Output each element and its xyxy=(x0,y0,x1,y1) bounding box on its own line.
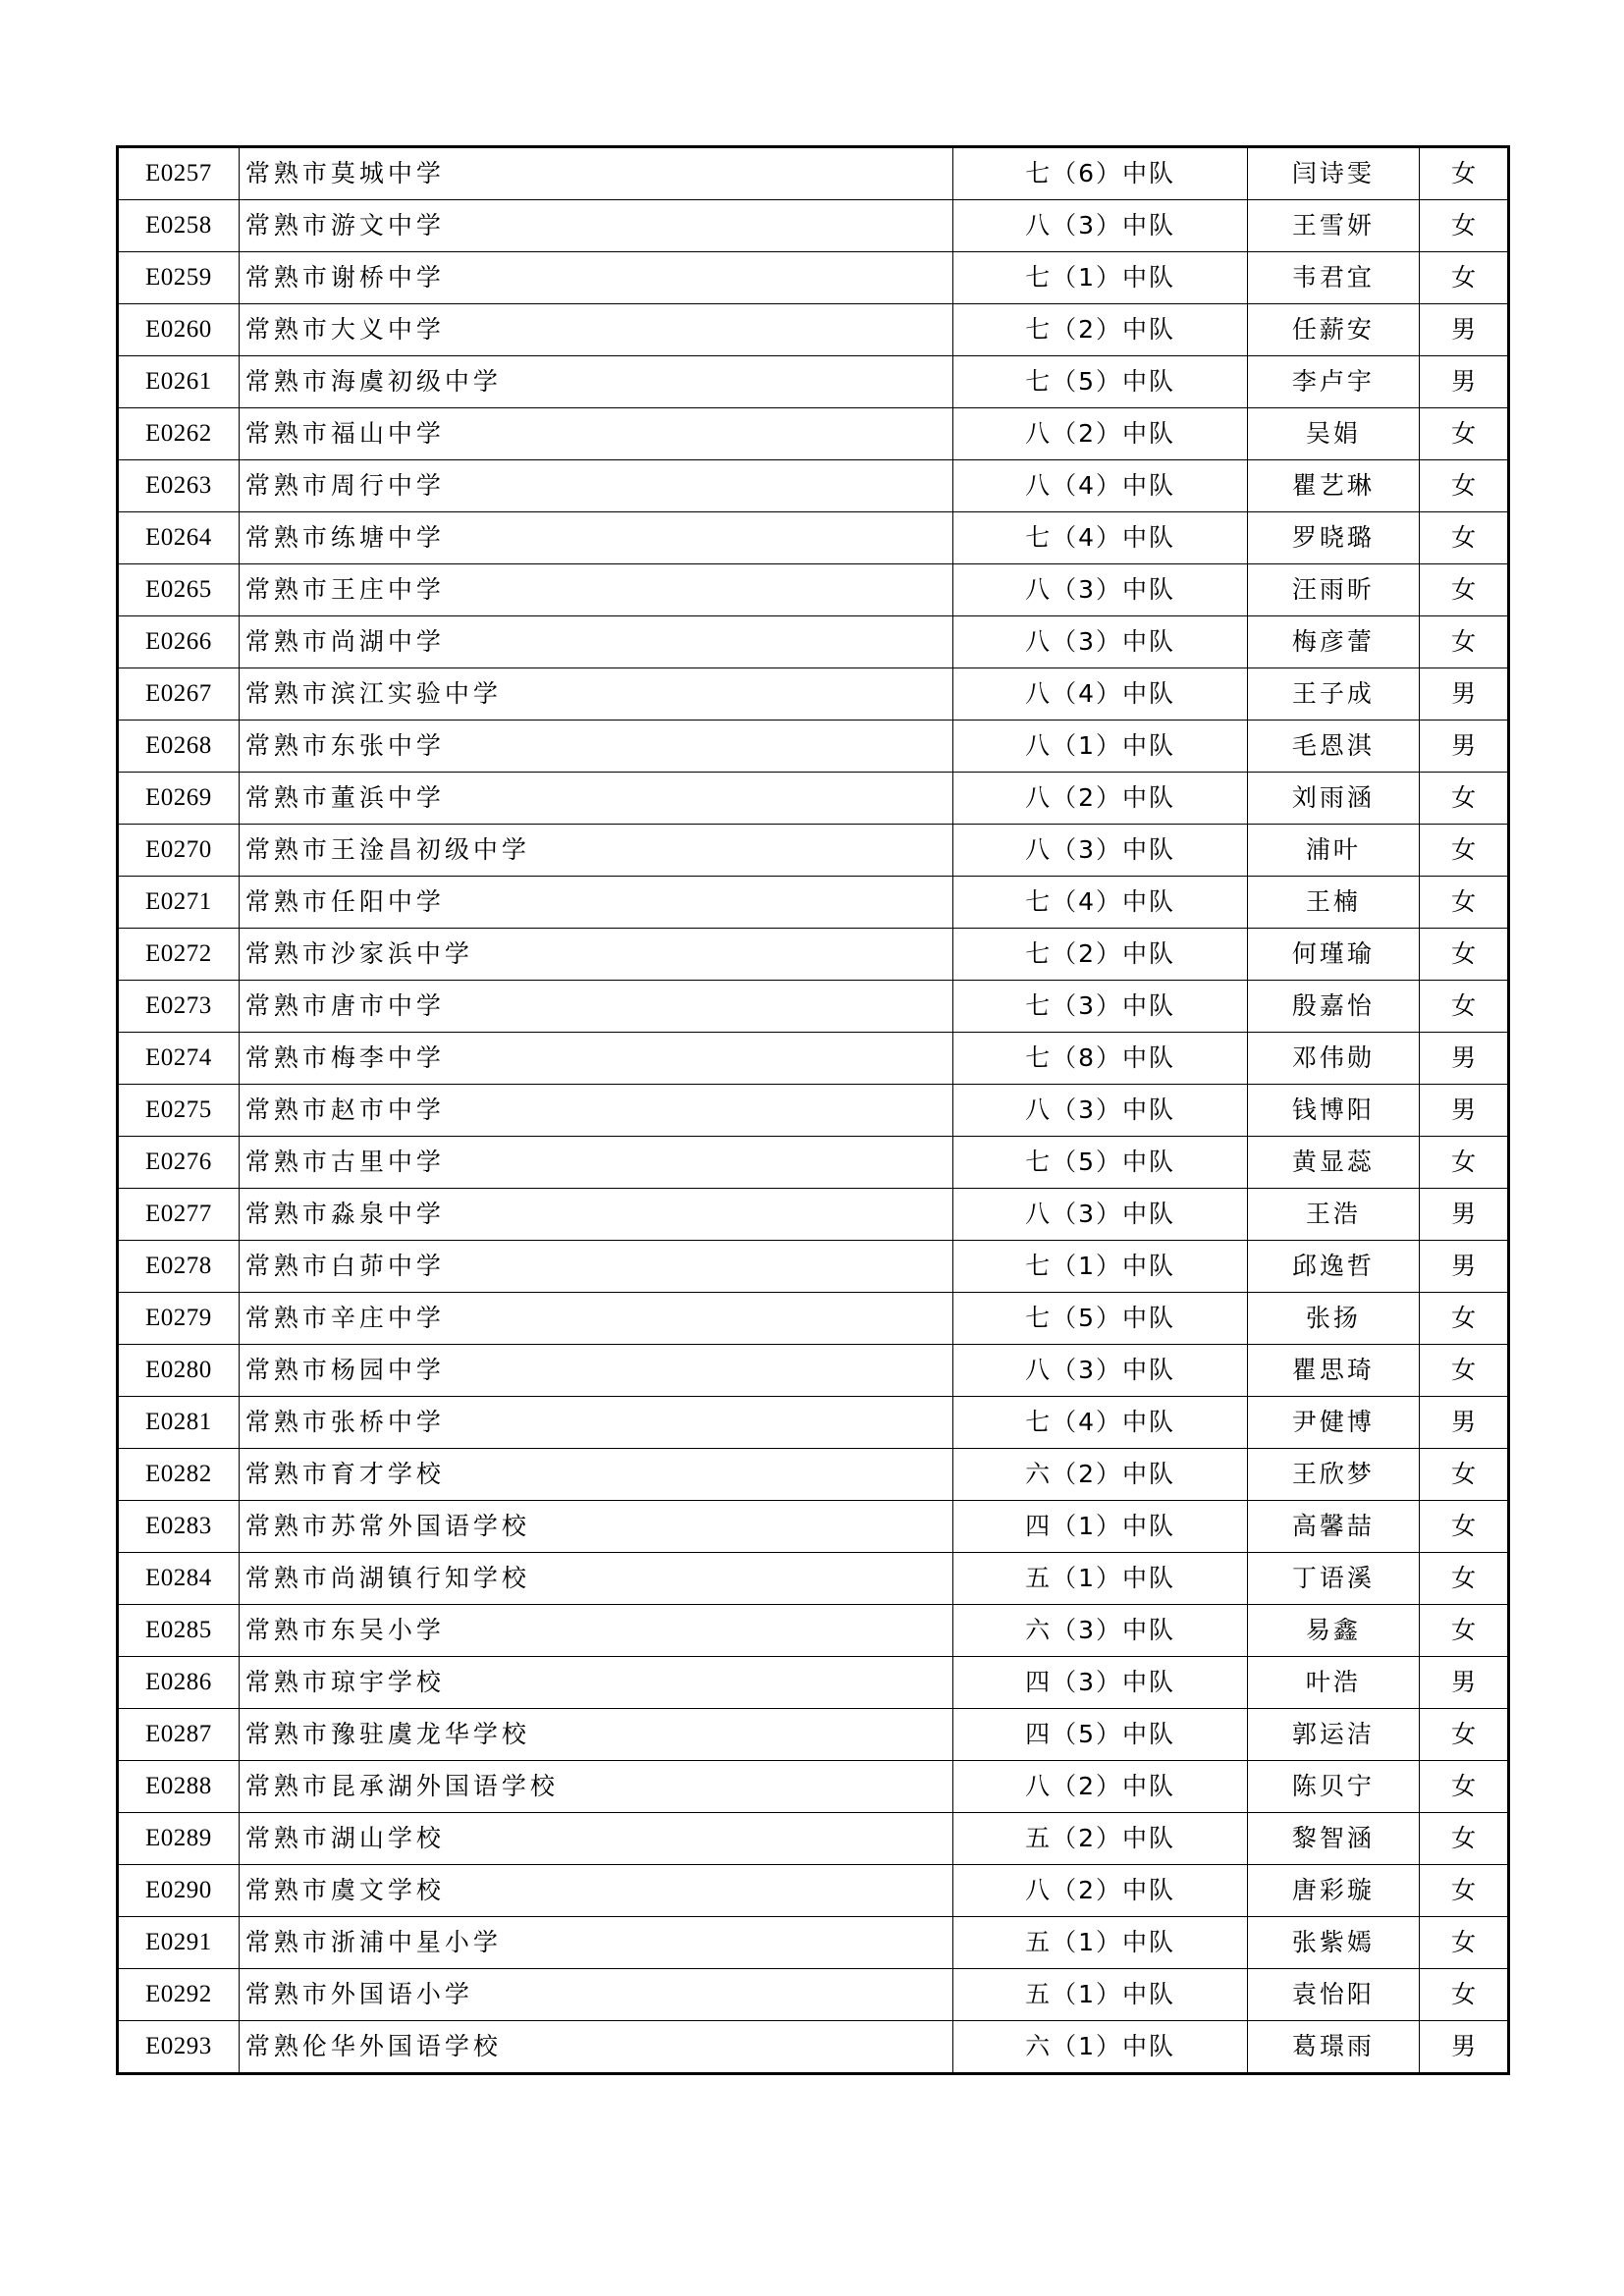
cell-class-name: 八（3）中队 xyxy=(953,1345,1247,1397)
cell-class-name: 八（3）中队 xyxy=(953,1085,1247,1137)
table-row xyxy=(118,616,1509,668)
cell-class-name: 七（5）中队 xyxy=(953,1137,1247,1189)
cell-class-name: 八（2）中队 xyxy=(953,408,1247,460)
cell-student-id: E0278 xyxy=(118,1241,240,1293)
cell-school-name: 常熟市淼泉中学 xyxy=(239,1189,953,1241)
table-row xyxy=(118,512,1509,564)
cell-school-name: 常熟市赵市中学 xyxy=(239,1085,953,1137)
cell-class-name: 六（3）中队 xyxy=(953,1605,1247,1657)
cell-class-name: 五（2）中队 xyxy=(953,1813,1247,1865)
cell-gender: 女 xyxy=(1420,1293,1509,1345)
cell-gender: 女 xyxy=(1420,1761,1509,1813)
cell-student-name: 闫诗雯 xyxy=(1247,147,1419,200)
cell-student-id: E0292 xyxy=(118,1969,240,2021)
cell-student-id: E0283 xyxy=(118,1501,240,1553)
cell-school-name: 常熟市周行中学 xyxy=(239,460,953,512)
cell-class-name: 四（5）中队 xyxy=(953,1709,1247,1761)
cell-class-name: 七（4）中队 xyxy=(953,512,1247,564)
cell-student-name: 任薪安 xyxy=(1247,304,1419,356)
table-row xyxy=(118,1605,1509,1657)
table-row xyxy=(118,1189,1509,1241)
cell-student-id: E0289 xyxy=(118,1813,240,1865)
cell-gender: 女 xyxy=(1420,1813,1509,1865)
table-row xyxy=(118,252,1509,304)
cell-student-id: E0284 xyxy=(118,1553,240,1605)
cell-student-id: E0262 xyxy=(118,408,240,460)
cell-school-name: 常熟市游文中学 xyxy=(239,200,953,252)
roster-table-body xyxy=(118,147,1509,2074)
table-row xyxy=(118,564,1509,616)
cell-student-id: E0272 xyxy=(118,929,240,981)
table-row xyxy=(118,1137,1509,1189)
cell-class-name: 五（1）中队 xyxy=(953,1917,1247,1969)
cell-class-name: 八（3）中队 xyxy=(953,1189,1247,1241)
cell-school-name: 常熟市沙家浜中学 xyxy=(239,929,953,981)
table-row xyxy=(118,1449,1509,1501)
cell-student-name: 刘雨涵 xyxy=(1247,773,1419,825)
table-row xyxy=(118,1865,1509,1917)
cell-school-name: 常熟市大义中学 xyxy=(239,304,953,356)
cell-gender: 女 xyxy=(1420,147,1509,200)
cell-class-name: 七（4）中队 xyxy=(953,877,1247,929)
cell-gender: 男 xyxy=(1420,2021,1509,2074)
cell-gender: 女 xyxy=(1420,929,1509,981)
cell-school-name: 常熟市尚湖镇行知学校 xyxy=(239,1553,953,1605)
table-row xyxy=(118,721,1509,773)
cell-school-name: 常熟市琼宇学校 xyxy=(239,1657,953,1709)
cell-school-name: 常熟市浙浦中星小学 xyxy=(239,1917,953,1969)
table-row xyxy=(118,1241,1509,1293)
cell-gender: 女 xyxy=(1420,1865,1509,1917)
cell-class-name: 五（1）中队 xyxy=(953,1969,1247,2021)
table-row xyxy=(118,460,1509,512)
cell-student-name: 丁语溪 xyxy=(1247,1553,1419,1605)
cell-student-name: 黄显蕊 xyxy=(1247,1137,1419,1189)
cell-gender: 女 xyxy=(1420,1709,1509,1761)
cell-school-name: 常熟伦华外国语学校 xyxy=(239,2021,953,2074)
cell-school-name: 常熟市白茆中学 xyxy=(239,1241,953,1293)
cell-school-name: 常熟市育才学校 xyxy=(239,1449,953,1501)
cell-student-id: E0282 xyxy=(118,1449,240,1501)
cell-gender: 男 xyxy=(1420,1397,1509,1449)
cell-student-name: 何瑾瑜 xyxy=(1247,929,1419,981)
cell-student-id: E0259 xyxy=(118,252,240,304)
cell-gender: 男 xyxy=(1420,304,1509,356)
cell-student-name: 瞿思琦 xyxy=(1247,1345,1419,1397)
cell-student-id: E0276 xyxy=(118,1137,240,1189)
table-row xyxy=(118,1813,1509,1865)
cell-student-name: 浦叶 xyxy=(1247,825,1419,877)
cell-student-id: E0273 xyxy=(118,981,240,1033)
cell-student-name: 王子成 xyxy=(1247,668,1419,721)
cell-student-id: E0267 xyxy=(118,668,240,721)
cell-gender: 女 xyxy=(1420,1969,1509,2021)
cell-class-name: 七（1）中队 xyxy=(953,1241,1247,1293)
table-row xyxy=(118,1085,1509,1137)
cell-student-id: E0288 xyxy=(118,1761,240,1813)
cell-student-id: E0258 xyxy=(118,200,240,252)
table-row xyxy=(118,408,1509,460)
cell-student-name: 叶浩 xyxy=(1247,1657,1419,1709)
cell-student-id: E0281 xyxy=(118,1397,240,1449)
cell-student-name: 袁怡阳 xyxy=(1247,1969,1419,2021)
cell-student-name: 韦君宜 xyxy=(1247,252,1419,304)
cell-student-id: E0280 xyxy=(118,1345,240,1397)
cell-school-name: 常熟市福山中学 xyxy=(239,408,953,460)
cell-gender: 男 xyxy=(1420,1033,1509,1085)
cell-student-name: 邱逸哲 xyxy=(1247,1241,1419,1293)
cell-school-name: 常熟市湖山学校 xyxy=(239,1813,953,1865)
cell-gender: 女 xyxy=(1420,1449,1509,1501)
cell-gender: 男 xyxy=(1420,1241,1509,1293)
cell-school-name: 常熟市辛庄中学 xyxy=(239,1293,953,1345)
cell-school-name: 常熟市练塘中学 xyxy=(239,512,953,564)
cell-student-id: E0261 xyxy=(118,356,240,408)
cell-student-id: E0263 xyxy=(118,460,240,512)
table-row xyxy=(118,1501,1509,1553)
cell-school-name: 常熟市外国语小学 xyxy=(239,1969,953,2021)
roster-table xyxy=(116,145,1510,2075)
cell-class-name: 七（6）中队 xyxy=(953,147,1247,200)
cell-student-id: E0270 xyxy=(118,825,240,877)
cell-student-name: 殷嘉怡 xyxy=(1247,981,1419,1033)
table-row xyxy=(118,1293,1509,1345)
cell-class-name: 八（1）中队 xyxy=(953,721,1247,773)
table-row xyxy=(118,304,1509,356)
cell-school-name: 常熟市张桥中学 xyxy=(239,1397,953,1449)
cell-gender: 男 xyxy=(1420,356,1509,408)
cell-student-name: 葛璟雨 xyxy=(1247,2021,1419,2074)
cell-student-id: E0290 xyxy=(118,1865,240,1917)
cell-student-name: 唐彩璇 xyxy=(1247,1865,1419,1917)
cell-gender: 男 xyxy=(1420,721,1509,773)
cell-student-name: 郭运洁 xyxy=(1247,1709,1419,1761)
cell-school-name: 常熟市苏常外国语学校 xyxy=(239,1501,953,1553)
cell-class-name: 七（3）中队 xyxy=(953,981,1247,1033)
cell-gender: 男 xyxy=(1420,668,1509,721)
cell-student-id: E0291 xyxy=(118,1917,240,1969)
table-row xyxy=(118,929,1509,981)
cell-student-id: E0287 xyxy=(118,1709,240,1761)
table-row xyxy=(118,1969,1509,2021)
cell-class-name: 七（5）中队 xyxy=(953,356,1247,408)
cell-student-name: 黎智涵 xyxy=(1247,1813,1419,1865)
cell-gender: 女 xyxy=(1420,252,1509,304)
cell-gender: 女 xyxy=(1420,1917,1509,1969)
cell-school-name: 常熟市海虞初级中学 xyxy=(239,356,953,408)
cell-class-name: 七（8）中队 xyxy=(953,1033,1247,1085)
cell-student-name: 张扬 xyxy=(1247,1293,1419,1345)
table-row xyxy=(118,773,1509,825)
cell-gender: 女 xyxy=(1420,460,1509,512)
cell-school-name: 常熟市虞文学校 xyxy=(239,1865,953,1917)
cell-class-name: 八（3）中队 xyxy=(953,564,1247,616)
cell-student-id: E0257 xyxy=(118,147,240,200)
cell-school-name: 常熟市莫城中学 xyxy=(239,147,953,200)
cell-gender: 女 xyxy=(1420,408,1509,460)
cell-gender: 女 xyxy=(1420,877,1509,929)
cell-student-name: 王雪妍 xyxy=(1247,200,1419,252)
cell-student-name: 高馨喆 xyxy=(1247,1501,1419,1553)
cell-student-id: E0271 xyxy=(118,877,240,929)
table-row xyxy=(118,1657,1509,1709)
cell-student-name: 瞿艺琳 xyxy=(1247,460,1419,512)
cell-student-name: 易鑫 xyxy=(1247,1605,1419,1657)
cell-student-name: 汪雨昕 xyxy=(1247,564,1419,616)
cell-gender: 女 xyxy=(1420,200,1509,252)
cell-gender: 女 xyxy=(1420,1605,1509,1657)
cell-school-name: 常熟市豫驻虞龙华学校 xyxy=(239,1709,953,1761)
cell-class-name: 七（2）中队 xyxy=(953,304,1247,356)
cell-student-id: E0266 xyxy=(118,616,240,668)
table-row xyxy=(118,1553,1509,1605)
cell-student-id: E0286 xyxy=(118,1657,240,1709)
cell-school-name: 常熟市王庄中学 xyxy=(239,564,953,616)
cell-school-name: 常熟市董浜中学 xyxy=(239,773,953,825)
cell-gender: 女 xyxy=(1420,1345,1509,1397)
cell-class-name: 八（4）中队 xyxy=(953,668,1247,721)
cell-school-name: 常熟市任阳中学 xyxy=(239,877,953,929)
table-row xyxy=(118,1761,1509,1813)
cell-class-name: 七（4）中队 xyxy=(953,1397,1247,1449)
table-row xyxy=(118,1345,1509,1397)
cell-class-name: 八（2）中队 xyxy=(953,1865,1247,1917)
cell-student-name: 邓伟勋 xyxy=(1247,1033,1419,1085)
cell-student-id: E0279 xyxy=(118,1293,240,1345)
cell-school-name: 常熟市尚湖中学 xyxy=(239,616,953,668)
cell-student-name: 吴娟 xyxy=(1247,408,1419,460)
table-row xyxy=(118,981,1509,1033)
cell-school-name: 常熟市昆承湖外国语学校 xyxy=(239,1761,953,1813)
cell-gender: 女 xyxy=(1420,616,1509,668)
table-row xyxy=(118,825,1509,877)
cell-class-name: 七（2）中队 xyxy=(953,929,1247,981)
cell-student-id: E0285 xyxy=(118,1605,240,1657)
cell-student-id: E0274 xyxy=(118,1033,240,1085)
cell-gender: 女 xyxy=(1420,1501,1509,1553)
table-row xyxy=(118,1917,1509,1969)
cell-student-id: E0293 xyxy=(118,2021,240,2074)
cell-school-name: 常熟市谢桥中学 xyxy=(239,252,953,304)
cell-class-name: 八（2）中队 xyxy=(953,1761,1247,1813)
cell-school-name: 常熟市梅李中学 xyxy=(239,1033,953,1085)
cell-school-name: 常熟市东张中学 xyxy=(239,721,953,773)
cell-class-name: 八（3）中队 xyxy=(953,825,1247,877)
cell-student-name: 梅彦蕾 xyxy=(1247,616,1419,668)
cell-gender: 女 xyxy=(1420,512,1509,564)
cell-school-name: 常熟市王淦昌初级中学 xyxy=(239,825,953,877)
cell-gender: 女 xyxy=(1420,773,1509,825)
table-row xyxy=(118,2021,1509,2074)
table-row xyxy=(118,1397,1509,1449)
cell-student-name: 罗晓璐 xyxy=(1247,512,1419,564)
roster-table-container xyxy=(116,145,1510,2075)
table-row xyxy=(118,1709,1509,1761)
cell-class-name: 四（3）中队 xyxy=(953,1657,1247,1709)
cell-class-name: 七（1）中队 xyxy=(953,252,1247,304)
table-row xyxy=(118,1033,1509,1085)
cell-student-name: 陈贝宁 xyxy=(1247,1761,1419,1813)
cell-class-name: 六（1）中队 xyxy=(953,2021,1247,2074)
cell-class-name: 八（4）中队 xyxy=(953,460,1247,512)
cell-student-id: E0269 xyxy=(118,773,240,825)
cell-class-name: 五（1）中队 xyxy=(953,1553,1247,1605)
cell-student-name: 李卢宇 xyxy=(1247,356,1419,408)
cell-school-name: 常熟市滨江实验中学 xyxy=(239,668,953,721)
cell-student-id: E0260 xyxy=(118,304,240,356)
cell-student-id: E0277 xyxy=(118,1189,240,1241)
cell-school-name: 常熟市东吴小学 xyxy=(239,1605,953,1657)
table-row xyxy=(118,147,1509,200)
cell-school-name: 常熟市古里中学 xyxy=(239,1137,953,1189)
cell-school-name: 常熟市唐市中学 xyxy=(239,981,953,1033)
table-row xyxy=(118,668,1509,721)
cell-class-name: 六（2）中队 xyxy=(953,1449,1247,1501)
cell-gender: 女 xyxy=(1420,1553,1509,1605)
cell-student-name: 钱博阳 xyxy=(1247,1085,1419,1137)
cell-gender: 女 xyxy=(1420,825,1509,877)
table-row xyxy=(118,356,1509,408)
cell-class-name: 七（5）中队 xyxy=(953,1293,1247,1345)
cell-class-name: 八（2）中队 xyxy=(953,773,1247,825)
cell-gender: 女 xyxy=(1420,564,1509,616)
cell-student-id: E0268 xyxy=(118,721,240,773)
cell-student-id: E0275 xyxy=(118,1085,240,1137)
cell-student-name: 尹健博 xyxy=(1247,1397,1419,1449)
cell-gender: 女 xyxy=(1420,1137,1509,1189)
cell-gender: 男 xyxy=(1420,1657,1509,1709)
cell-class-name: 八（3）中队 xyxy=(953,200,1247,252)
cell-gender: 男 xyxy=(1420,1189,1509,1241)
cell-student-name: 王楠 xyxy=(1247,877,1419,929)
cell-student-name: 毛恩淇 xyxy=(1247,721,1419,773)
cell-student-name: 王浩 xyxy=(1247,1189,1419,1241)
table-row xyxy=(118,877,1509,929)
table-row xyxy=(118,200,1509,252)
cell-class-name: 四（1）中队 xyxy=(953,1501,1247,1553)
cell-school-name: 常熟市杨园中学 xyxy=(239,1345,953,1397)
cell-student-name: 张紫嫣 xyxy=(1247,1917,1419,1969)
cell-student-id: E0264 xyxy=(118,512,240,564)
cell-gender: 男 xyxy=(1420,1085,1509,1137)
cell-gender: 女 xyxy=(1420,981,1509,1033)
cell-class-name: 八（3）中队 xyxy=(953,616,1247,668)
cell-student-id: E0265 xyxy=(118,564,240,616)
cell-student-name: 王欣梦 xyxy=(1247,1449,1419,1501)
